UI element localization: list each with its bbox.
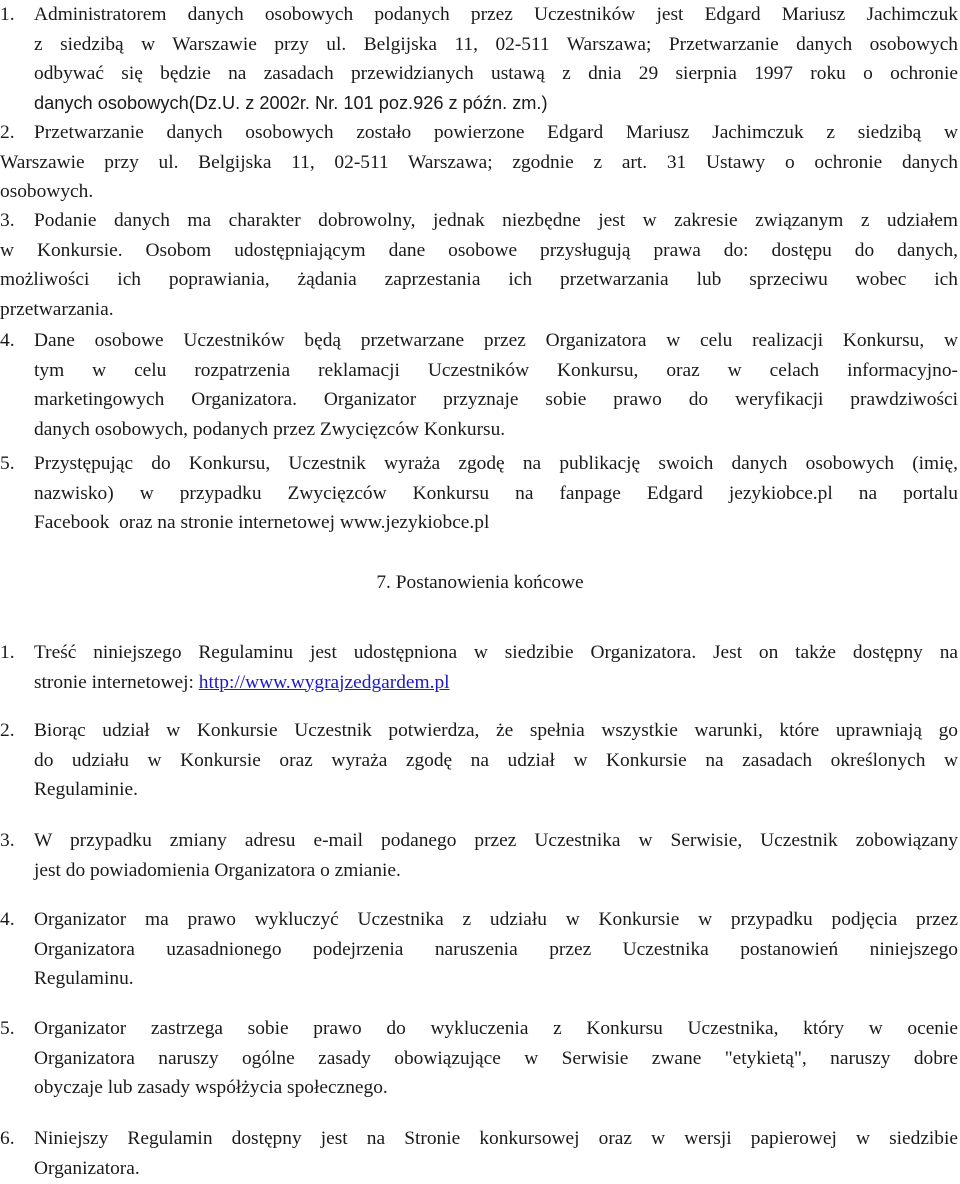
text-line (34, 668, 958, 698)
item-number: 3. (0, 830, 15, 851)
text-line: jest do powiadomienia Organizatora o zmianie. (34, 859, 401, 881)
text-line: Organizatora uzasadnionego podejrzenia naruszenia przez Uczestnika postanowień niniejszego (34, 938, 958, 960)
item-number: 5. (0, 1018, 15, 1039)
item-number: 2. (0, 720, 15, 741)
list-item (0, 206, 960, 324)
text-line: z siedzibą w Warszawie przy ul. Belgijska 11, 02-511 Warszawa; Przetwarzanie danych osobowych (34, 33, 958, 55)
text-line: do udziału w Konkursie oraz wyraża zgodę na udział w Konkursie na zasadach określonych w (34, 749, 958, 771)
item-text (34, 826, 958, 885)
text-line: Regulaminie. (34, 779, 138, 800)
list-item (0, 905, 960, 994)
item-text (34, 1014, 958, 1103)
list-item (0, 326, 960, 444)
text-line: Biorąc udział w Konkursie Uczestnik potwierdza, że spełnia wszystkie warunki, które uprawniają go (34, 720, 958, 741)
text-line: Dane osobowe Uczestników będą przetwarzane przez Organizatora w celu realizacji Konkursu, w (34, 330, 958, 351)
item-text (0, 206, 958, 324)
list-item (0, 716, 960, 805)
text-line: Niniejszy Regulamin dostępny jest na Stronie konkursowej oraz w wersji papierowej w siedzibie (34, 1128, 958, 1149)
text-line: marketingowych Organizatora. Organizator przyznaje sobie prawo do weryfikacji prawdziwości (34, 389, 958, 410)
text-line: obyczaje lub zasady współżycia społecznego. (34, 1077, 388, 1098)
list-item (0, 449, 960, 538)
text-line: Przetwarzanie danych osobowych zostało powierzone Edgard Mariusz Jachimczuk z siedzibą w (34, 122, 958, 143)
item-text (34, 0, 958, 118)
item-text (34, 638, 958, 697)
item-text (34, 1124, 958, 1183)
item-number: 6. (0, 1128, 15, 1149)
text-line: W przypadku zmiany adresu e-mail podanego przez Uczestnika w Serwisie, Uczestnik zobowiązany (34, 830, 958, 851)
item-text (0, 118, 958, 207)
text-line: tym w celu rozpatrzenia reklamacji Uczestników Konkursu, oraz w celach informacyjno- (34, 359, 958, 381)
section-heading: 7. Postanowienia końcowe (376, 572, 584, 593)
list-item (0, 1124, 960, 1183)
text-line: Regulaminu. (34, 968, 134, 989)
list-item (0, 118, 960, 207)
text-line: danych osobowych, podanych przez Zwycięzców Konkursu. (34, 418, 506, 440)
text-line: Organizatora. (34, 1157, 140, 1179)
text-line (34, 89, 958, 119)
text-line: Facebook oraz na stronie internetowej www.jezykiobce.pl (34, 512, 490, 533)
item-number: 4. (0, 330, 15, 351)
text-line: przetwarzania. (0, 298, 114, 320)
item-number: 1. (0, 4, 15, 25)
text-line (34, 59, 958, 89)
text-line: w Konkursie. Osobom udostępniającym dane osobowe przysługują prawa do: dostępu do danych, (0, 239, 958, 261)
list-item (0, 826, 960, 885)
item-number: 1. (0, 642, 15, 663)
text-line: Administratorem danych osobowych podanych przez Uczestników jest Edgard Mariusz Jachimczuk (34, 4, 958, 25)
item-number: 2. (0, 122, 15, 143)
text-line: Treść niniejszego Regulaminu jest udostępniona w siedzibie Organizatora. Jest on także dostępny na (34, 642, 958, 663)
list-item (0, 1014, 960, 1103)
text-line: osobowych. (0, 181, 94, 202)
text-line: Podanie danych ma charakter dobrowolny, jednak niezbędne jest w zakresie związanym z udziałem (34, 210, 958, 231)
text-line: Organizator zastrzega sobie prawo do wykluczenia z Konkursu Uczestnika, który w ocenie (34, 1018, 958, 1039)
text-line: możliwości ich poprawiania, żądania zaprzestania ich przetwarzania lub sprzeciwu wobec ich (0, 269, 958, 290)
item-text (34, 449, 958, 538)
text-line: Przystępując do Konkursu, Uczestnik wyraża zgodę na publikację swoich danych osobowych (imię, (34, 453, 958, 474)
item-text (34, 716, 958, 805)
text-line: Warszawie przy ul. Belgijska 11, 02-511 Warszawa; zgodnie z art. 31 Ustawy o ochronie danych (0, 151, 958, 173)
item-number: 3. (0, 210, 15, 231)
item-number: 5. (0, 453, 15, 474)
text-line-sans: odbywać się będzie na zasadach przewidzianych ustawą z dnia 29 sierpnia 1997 roku o ochronie (34, 63, 958, 84)
text-line: Organizatora naruszy ogólne zasady obowiązujące w Serwisie zwane "etykietą", naruszy dobre (34, 1047, 958, 1069)
item-text (34, 326, 958, 444)
list-item (0, 638, 960, 697)
item-text (34, 905, 958, 994)
item-number: 4. (0, 909, 15, 930)
text-line: nazwisko) w przypadku Zwycięzców Konkursu na fanpage Edgard jezykiobce.pl na portalu (34, 482, 958, 504)
list-item (0, 0, 960, 118)
text-line: Organizator ma prawo wykluczyć Uczestnika z udziału w Konkursie w przypadku podjęcia przez (34, 909, 958, 930)
link-prefix: stronie internetowej: (34, 671, 199, 693)
website-link[interactable]: http://www.wygrajzedgardem.pl (198, 671, 450, 693)
text-line-sans: danych osobowych(Dz.U. z 2002r. Nr. 101 poz.926 z późn. zm.) (34, 92, 548, 113)
